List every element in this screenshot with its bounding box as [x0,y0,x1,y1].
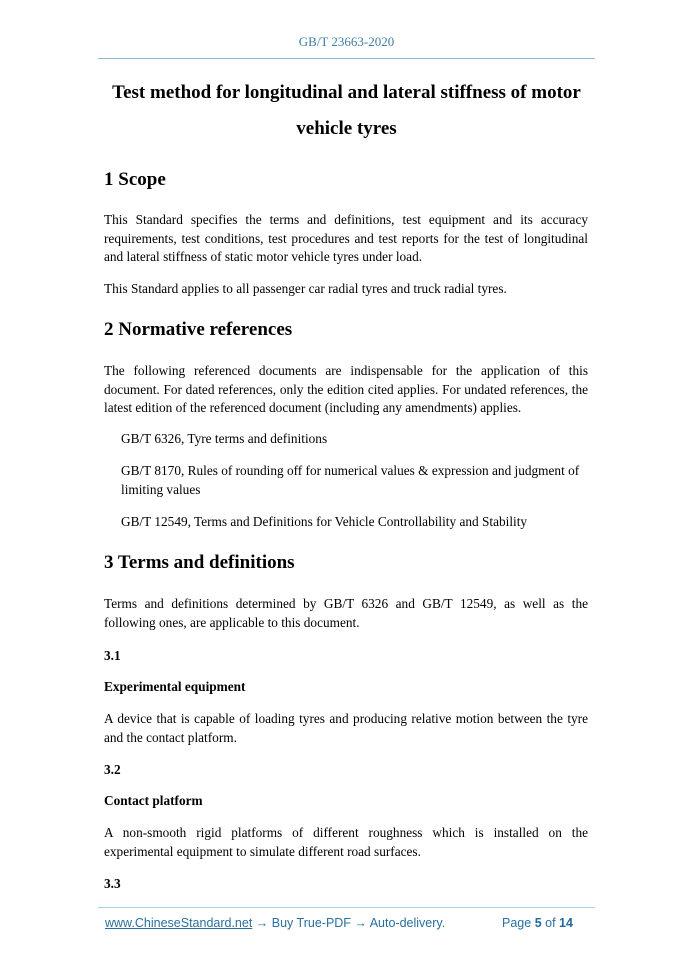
footer-tagline: → Buy True-PDF → Auto-delivery. [252,916,446,930]
section-3-heading: 3 Terms and definitions [104,552,295,573]
header-divider [98,58,595,59]
scope-paragraph-1: This Standard specifies the terms and definitions, test equipment and its accuracy requirements, test conditions, test procedures and test reports for the test of longitudinal and lateral stiffness of static motor vehicle tyres under load. [104,212,588,265]
page-indicator [502,916,573,930]
of-label: of [545,916,556,930]
current-page: 5 [534,916,542,930]
term-name: Experimental equipment [104,679,246,694]
title-line-2: vehicle tyres [296,118,397,139]
term-number: 3.3 [104,876,121,891]
title-line-1: Test method for longitudinal and lateral stiffness of motor [112,82,581,103]
total-pages: 14 [559,916,573,930]
term-definition: A device that is capable of loading tyres and producing relative motion between the tyre and the contact platform. [104,711,588,745]
section-2-heading: 2 Normative references [104,319,293,340]
page-label: Page [502,916,532,930]
term-name: Contact platform [104,793,203,808]
website-link[interactable]: www.ChineseStandard.net [105,916,253,930]
terms-paragraph: Terms and definitions determined by GB/T 6326 and GB/T 12549, as well as the following ones, are applicable to this document. [104,596,588,630]
term-number: 3.2 [104,762,121,777]
reference-item: GB/T 6326, Tyre terms and definitions [121,431,328,446]
term-definition: A non-smooth rigid platforms of different roughness which is installed on the experimental equipment to simulate different road surfaces. [104,825,588,859]
references-paragraph: The following referenced documents are indispensable for the application of this document. For dated references, only the edition cited applies. For undated references, the latest edition of the referenced document (including any amendments) applies. [104,363,588,416]
footer-divider [98,907,595,908]
footer-promo [105,916,445,930]
document-id-header: GB/T 23663-2020 [298,34,395,49]
scope-paragraph-2: This Standard applies to all passenger car radial tyres and truck radial tyres. [104,281,507,296]
section-1-heading: 1 Scope [104,169,166,190]
reference-item: GB/T 12549, Terms and Definitions for Vehicle Controllability and Stability [121,514,528,529]
term-number: 3.1 [104,648,121,663]
reference-item: GB/T 8170, Rules of rounding off for numerical values & expression and judgment of limiting values [121,463,580,497]
